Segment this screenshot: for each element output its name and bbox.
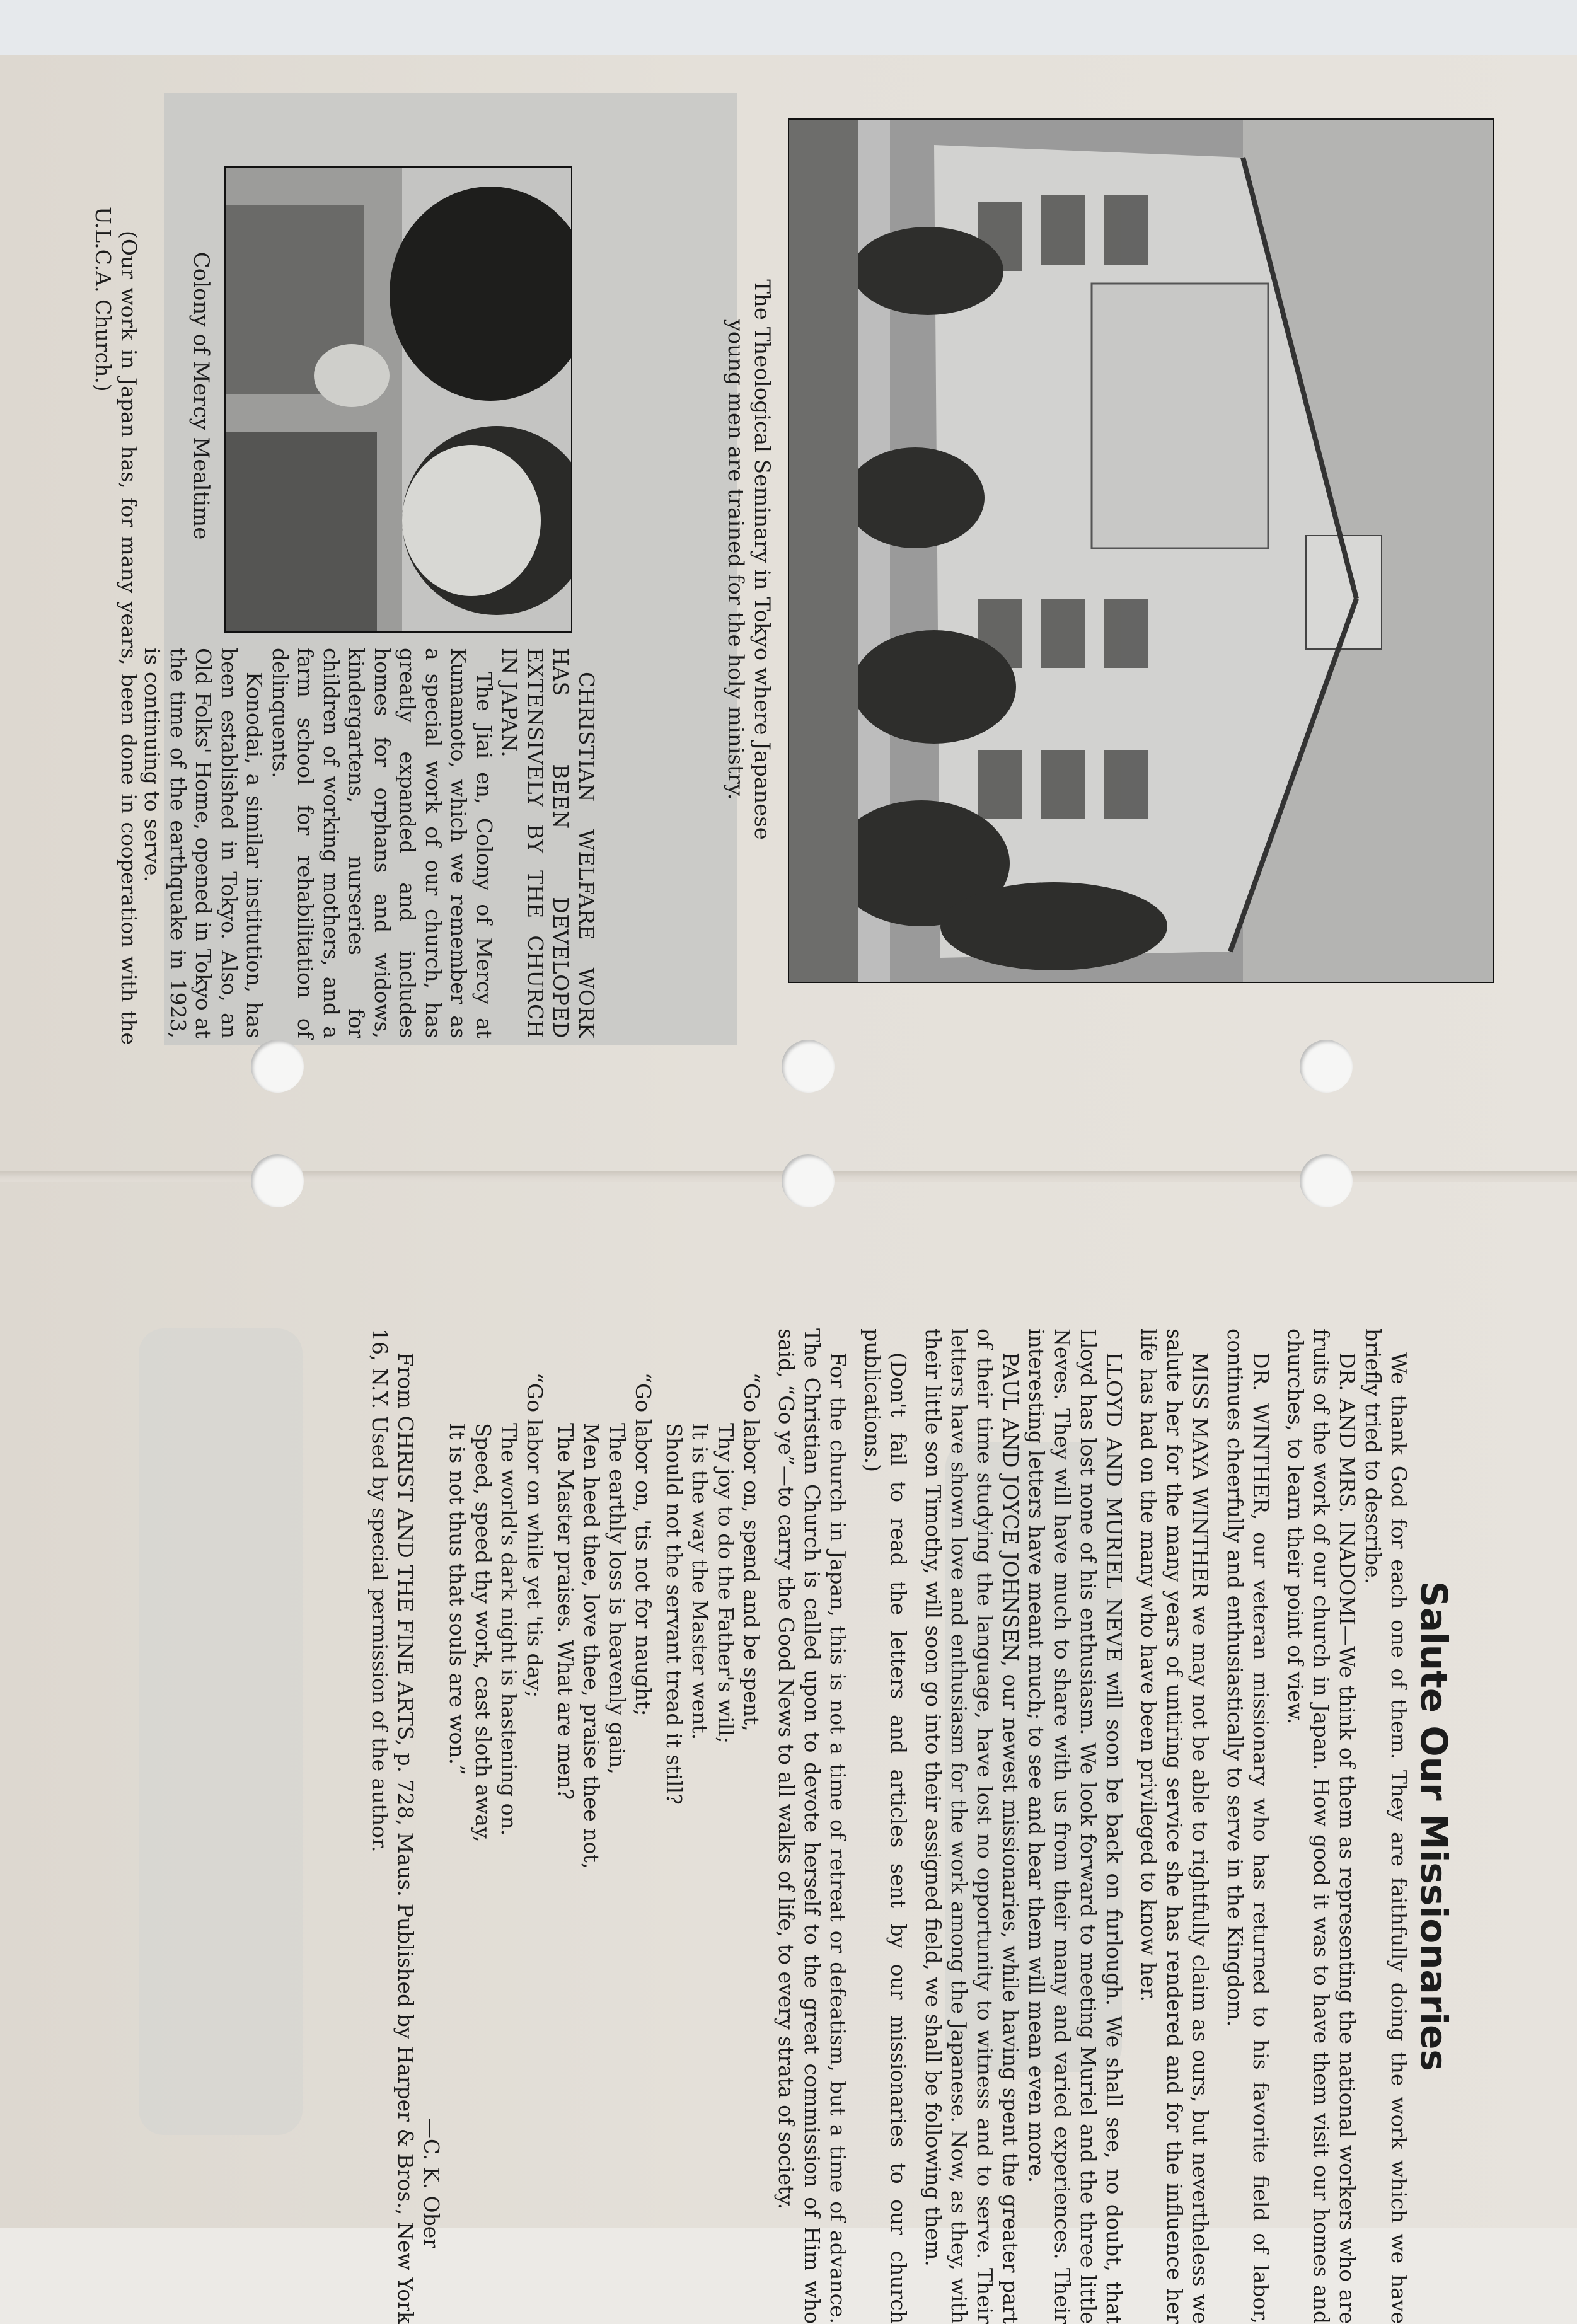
scanner-background	[0, 0, 1577, 55]
poem-line: Should not the servant tread it still?	[662, 1423, 686, 1805]
welfare-intro: CHRISTIAN WELFARE WORK HAS BEEN DEVELOPED EXTENSIVELY BY THE CHURCH IN JAPAN.	[497, 648, 599, 1038]
bleed-through-shape	[139, 1328, 303, 2135]
cooperation-note-text: (Our work in Japan has, for many years, been done in cooperation with the U.L.C.A. Church.)	[91, 207, 141, 1045]
poem-line: “Go labor on, spend and be spent,	[739, 1372, 764, 1732]
booklet-spread	[0, 55, 1577, 2324]
salute-our-missionaries-article	[367, 1328, 1456, 2324]
winther-paragraph: DR. WINTHER, our veteran missionary who has returned to his favorite field of labor, continues cheerfully and enthusiastically to serve in the Kingdom.	[1223, 1328, 1273, 2324]
poem-line: It is not thus that souls are won.”	[445, 1423, 470, 1776]
poem-line: “Go labor on, 'tis not for naught;	[631, 1372, 656, 1717]
binder-hole	[782, 1154, 835, 1207]
neve-paragraph: LLOYD AND MURIEL NEVE will soon be back on furlough. We shall see, no doubt, that Lloyd has lost none of his enthusiasm. We look forward to meeting Muriel and the three little Neves. They will have much to share with us from their many and varied experiences. Their interesting letters have meant much; to see and hear them will mean even more.	[1024, 1328, 1126, 2324]
christian-welfare-work-article	[139, 648, 599, 1038]
jiai-en-paragraph: The Jiai en, Colony of Mercy at Kumamoto, which we remember as a special work of our church, has greatly expanded and includes homes for orphans and widows, kindergartens, nurseries for children of working mothers, and a farm school for rehabilitation of delinquents.	[268, 648, 497, 1038]
poem-line: The Master praises. What are men?	[553, 1423, 578, 1800]
intro-paragraph: We thank God for each one of them. They are faithfully doing the work which we have briefly tried to describe.	[1361, 1328, 1411, 2324]
colony-of-mercy-photo	[224, 166, 572, 633]
poem-line: Speed, speed thy work, cast sloth away,	[471, 1423, 495, 1843]
poem-line: The world's dark night is hastening on.	[497, 1423, 521, 1836]
poem-line: Men heed thee, love thee, praise thee not,	[579, 1423, 604, 1870]
binder-hole	[1300, 1040, 1353, 1093]
binder-hole	[251, 1040, 304, 1093]
poem-line: “Go labor on while yet 'tis day;	[523, 1372, 547, 1698]
seminary-caption: The Theological Seminary in Tokyo where Japanese young men are trained for the holy ministry.	[723, 279, 775, 840]
johnsen-paragraph: PAUL AND JOYCE JOHNSEN, our newest missionaries, while having spent the greater part of their time studying the language, have lost no opportunity to witness and to serve. Their letters have shown love and enthusiasm for the work among the Japanese. Now, as they, with their little son Timothy, will soon go into their assigned field, we shall be following them.	[921, 1328, 1023, 2324]
colony-photo-caption: Colony of Mercy Mealtime	[188, 251, 214, 540]
maya-winther-paragraph: MISS MAYA WINTHER we may not be able to rightfully claim as ours, but nevertheless we salute her for the many years of untiring service she has rendered and for the influence her life has had on the many who have been privileged to know her.	[1136, 1328, 1213, 2324]
poem-line: It is the way the Master went.	[688, 1423, 712, 1740]
article-title: Salute Our Missionaries	[1412, 1581, 1455, 2071]
publications-note: (Don't fail to read the letters and articles sent by our missionaries to our church publications.)	[860, 1328, 911, 2324]
konodai-paragraph: Konodai, a similar institution, has been established in Tokyo. Also, an Old Folks' Home, opened in Tokyo at the time of the earthquake in 1923, is continuing to serve.	[140, 648, 267, 1038]
church-in-japan-paragraph: For the church in Japan, this is not a time of retreat or defeatism, but a time of advance. The Christian Church is called upon to devote herself to the great commission of Him who said, “Go ye”—to carry the Good News to all walks of life, to every strata of society.	[774, 1328, 850, 2324]
source-credit: From CHRIST AND THE FINE ARTS, p. 728, Maus. Published by Harper & Bros., New York 16, N.Y. Used by special permission of the author.	[367, 1328, 418, 2324]
poem-line: Thy joy to do the Father's will;	[713, 1423, 738, 1744]
cooperation-note	[90, 207, 142, 1045]
binder-hole	[251, 1154, 304, 1207]
poem-author: —C. K. Ober	[419, 2117, 444, 2248]
hymn-poem	[444, 1372, 765, 2324]
inadomi-paragraph: DR. AND MRS. INADOMI—We think of them as representing the national workers who are fruits of the work of our church in Japan. How good it was to have them visit our homes and churches, to learn their point of view.	[1283, 1328, 1360, 2324]
seminary-photo	[788, 118, 1494, 983]
binder-hole	[1300, 1154, 1353, 1207]
poem-line: The earthly loss is heavenly gain,	[605, 1423, 630, 1775]
binder-hole	[782, 1040, 835, 1093]
